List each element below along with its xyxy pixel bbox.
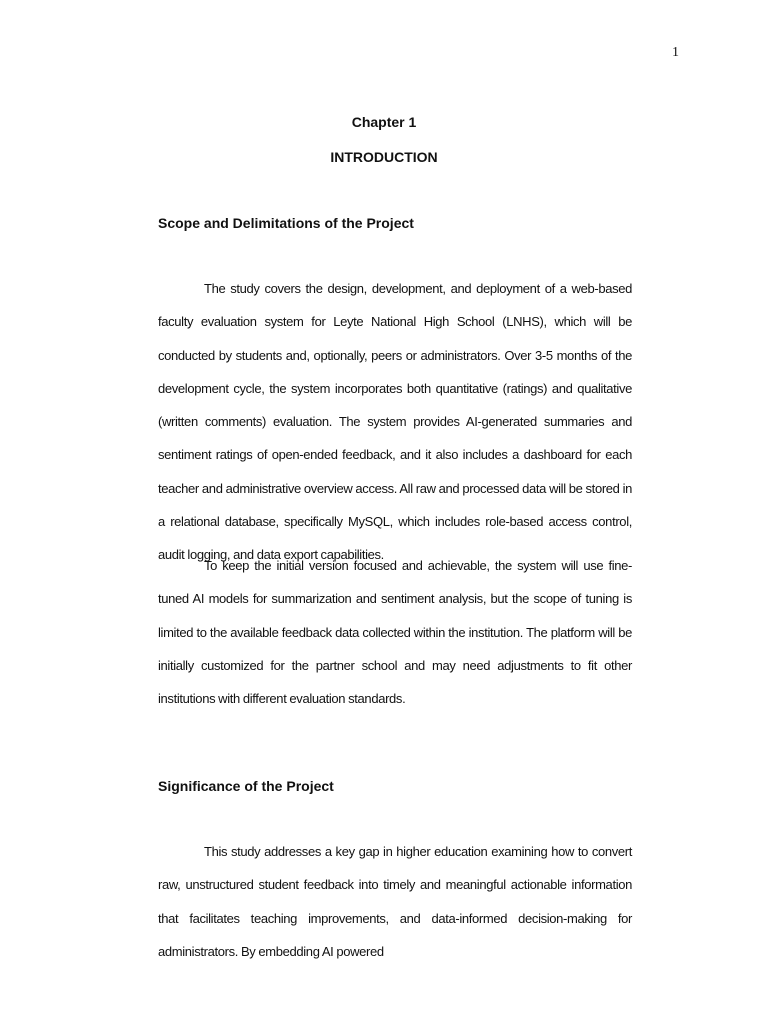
paragraph-scope-1: The study covers the design, development, and deployment of a web-based faculty evaluation system for Leyte National High School (LNHS), which will be conducted by students and, optionally, peers or administrators. Over 3-5 months of the development cycle, the system incorporates both quantitative (ratings) and qualitative (written comments) evaluation. The system provides AI-generated summaries and sentiment ratings of open-ended feedback, and it also includes a dashboard for each teacher and administrative overview access. All raw and processed data will be stored in a relational database, specifically MySQL, which includes role-based access control, audit logging, and data export capabilities. [158,281,632,563]
section-heading-scope: Scope and Delimitations of the Project [158,215,414,231]
chapter-title: INTRODUCTION [330,149,438,165]
section-heading-significance: Significance of the Project [158,778,334,794]
paragraph-significance-1: This study addresses a key gap in higher education examining how to convert raw, unstructured student feedback into timely and meaningful actionable information that facilitates teaching improvements, and data-informed decision-making for administrators. By embedding AI powered [158,844,632,959]
page-number: 1 [672,45,679,60]
paragraph-scope-2: To keep the initial version focused and achievable, the system will use fine-tuned AI models for summarization and sentiment analysis, but the scope of tuning is limited to the available feedback data collected within the institution. The platform will be initially customized for the partner school and may need adjustments to fit other institutions with different evaluation standards. [158,558,632,707]
chapter-label: Chapter 1 [351,114,417,130]
